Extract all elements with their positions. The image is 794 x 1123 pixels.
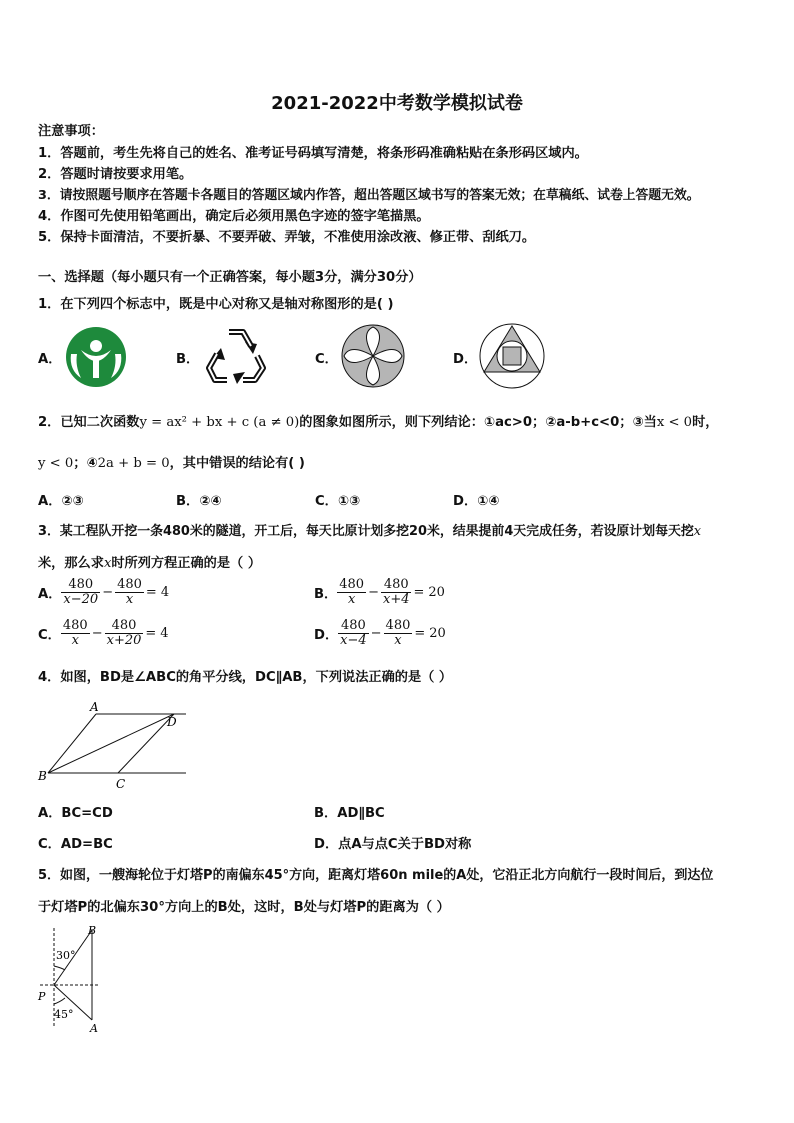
- q3-option-c: C． $\frac{480}{x}$ − $\frac{480}{x+20}$ = 4: [38, 618, 169, 649]
- q2-option-c: C．①③: [315, 494, 361, 509]
- q4-stem: 4．如图，BD是∠ABC的角平分线，DC∥AB，下列说法正确的是（ ）: [38, 670, 453, 685]
- triangle-circle-logo-icon: [478, 322, 546, 390]
- q3-option-b: B． $\frac{480}{x}$ − $\frac{480}{x+4}$ = 20: [314, 577, 445, 608]
- q2-line1: 2．已知二次函数y = ax² + bx + c (a ≠ 0)的图象如图所示，则下列结论：①ac>0；②a-b+c<0；③当x < 0时，: [38, 415, 719, 430]
- q5-line1: 5．如图，一艘海轮位于灯塔P的南偏东45°方向，距离灯塔60n mile的A处，它沿正北方向航行一段时间后，到达位: [38, 868, 714, 883]
- green-food-logo-icon: [63, 326, 129, 388]
- q4-option-c: C．AD=BC: [38, 837, 113, 852]
- q5-label-p: P: [38, 990, 46, 1003]
- q5-angle-30: 30°: [56, 949, 76, 962]
- q1-option-b-label: B．: [176, 352, 200, 367]
- q4-option-a: A．BC=CD: [38, 806, 113, 821]
- page-title: 2021-2022中考数学模拟试卷: [271, 93, 523, 114]
- q2-option-b: B．②④: [176, 494, 222, 509]
- section-heading: 一、选择题（每小题只有一个正确答案，每小题3分，满分30分）: [38, 270, 422, 285]
- q2-line2: y < 0；④2a + b = 0，其中错误的结论有( ): [38, 456, 305, 471]
- q4-option-d: D．点A与点C关于BD对称: [314, 837, 472, 852]
- q4-label-d: D: [167, 715, 177, 729]
- q5-line2: 于灯塔P的北偏东30°方向上的B处，这时，B处与灯塔P的距离为（ ）: [38, 900, 450, 915]
- q1-option-d-label: D．: [453, 352, 478, 367]
- q4-label-b: B: [38, 769, 47, 783]
- q1-option-a-label: A．: [38, 352, 62, 367]
- notice-heading: 注意事项：: [38, 124, 104, 139]
- q2-option-a: A．②③: [38, 494, 84, 509]
- flower-circle-logo-icon: [340, 323, 406, 389]
- q4-label-a: A: [90, 700, 99, 714]
- q4-parallelogram-figure: [36, 696, 192, 792]
- q3-option-d: D． $\frac{480}{x-4}$ − $\frac{480}{x}$ = 20: [314, 618, 446, 649]
- q3-line1: 3．某工程队开挖一条480米的隧道，开工后，每天比原计划多挖20米，结果提前4天完成任务，若设原计划每天挖x: [38, 524, 702, 539]
- q2-option-d: D．①④: [453, 494, 500, 509]
- q1-stem: 1．在下列四个标志中，既是中心对称又是轴对称图形的是( ): [38, 297, 394, 312]
- q5-lighthouse-figure: [36, 922, 106, 1036]
- notice-item-2: 2．答题时请按要求用笔。: [38, 167, 193, 182]
- q2-function: y = ax² + bx + c (a ≠ 0): [139, 415, 300, 430]
- q2-condition: x < 0: [656, 415, 693, 430]
- notice-item-4: 4．作图可先使用铅笔画出，确定后必须用黑色字迹的签字笔描黑。: [38, 209, 430, 224]
- notice-item-5: 5．保持卡面清洁，不要折暴、不要弄破、弄皱，不准使用涂改液、修正带、刮纸刀。: [38, 230, 536, 245]
- q5-angle-45: 45°: [54, 1008, 74, 1021]
- q3-option-a: A． $\frac{480}{x-20}$ − $\frac{480}{x}$ = 4: [38, 577, 170, 608]
- q5-label-a: A: [90, 1022, 98, 1035]
- q1-option-c-label: C．: [315, 352, 338, 367]
- notice-item-1: 1．答题前，考生先将自己的姓名、准考证号码填写清楚，将条形码准确粘贴在条形码区域内。: [38, 146, 588, 161]
- notice-item-3: 3．请按照题号顺序在答题卡各题目的答题区域内作答，超出答题区域书写的答案无效；在草稿纸、试卷上答题无效。: [38, 188, 700, 203]
- q3-line2: 米，那么求x时所列方程正确的是（ ）: [38, 556, 262, 571]
- q5-label-b: B: [88, 924, 97, 937]
- q4-label-c: C: [116, 777, 126, 791]
- q4-option-b: B．AD∥BC: [314, 806, 385, 821]
- recycle-logo-icon: [203, 322, 271, 388]
